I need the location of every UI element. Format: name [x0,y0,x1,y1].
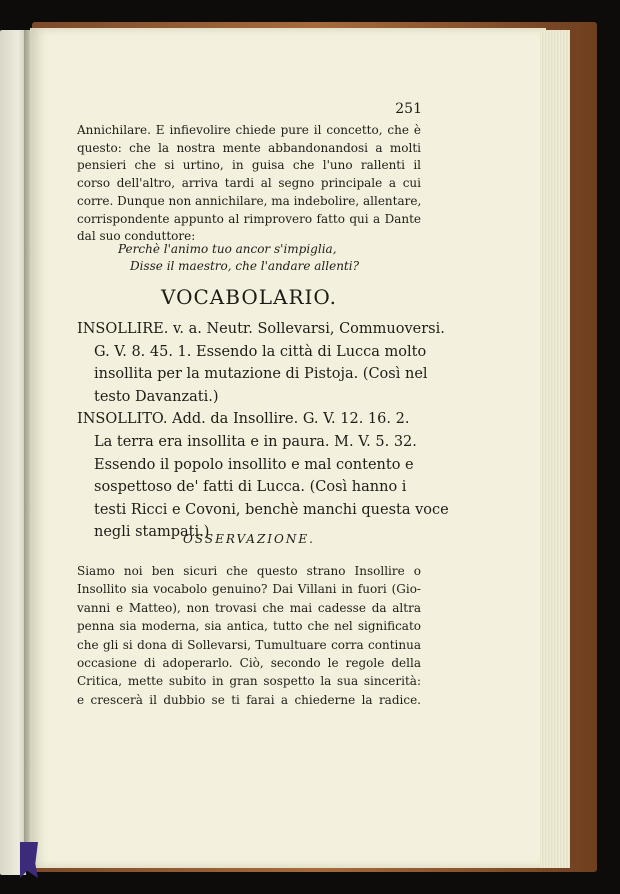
observation-line: vanni e Matteo), non trovasi che mai cadesse da altra [77,600,421,615]
intro-line: corre. Dunque non annichilare, ma indebolire, allentare, [77,193,422,208]
vocabulary-entries [77,318,449,544]
observation-line: Siamo noi ben sicuri che questo strano Insollire o [77,564,421,578]
intro-line: dal suo conduttore: [77,229,196,244]
observation-line: Insollito sia vocabolo genuino? Dai Villani in fuori (Gio- [77,582,421,597]
entry-line: testo Davanzati.) [94,388,219,405]
intro-line: corso dell'altro, arriva tardi al segno principale a cui [77,176,421,191]
entry-line: INSOLLITO. Add. da Insollire. G. V. 12. 16. 2. [77,411,410,428]
intro-line: corrispondente appunto al rimprovero fatto qui a Dante [77,211,421,226]
observation-line: occasione di adoperarlo. Ciò, secondo le regole della [77,656,421,671]
page-stack-edge [540,30,570,868]
intro-paragraph [77,122,421,246]
left-page-edge [0,30,26,875]
observation-heading: OSSERVAZIONE. [183,532,315,546]
intro-line: Annichilare. E infievolire chiede pure il concetto, che è [77,123,421,137]
entry-line: negli stampati.) [94,524,210,541]
intro-line: pensieri che si urtino, in guisa che l'uno rallenti il [77,158,421,173]
observation-paragraph [77,562,421,709]
observation-line: e crescerà il dubbio se ti farai a chiederne la radice. [77,692,421,707]
section-title: VOCABOLARIO. [161,285,337,309]
entry-line: insollita per la mutazione di Pistoja. (Così nel [94,366,428,383]
entry-line: Essendo il popolo insollito e mal contento e [94,456,414,473]
observation-line: Critica, mette subito in gran sospetto la sua sincerità: [77,674,421,689]
entry-line: INSOLLIRE. v. a. Neutr. Sollevarsi, Commuoversi. [77,321,445,337]
bookmark-ribbon [20,842,38,878]
observation-line: penna sia moderna, sia antica, tutto che nel significato [77,619,421,634]
entry-line: testi Ricci e Covoni, benchè manchi questa voce [94,501,449,518]
verse-line: Disse il maestro, che l'andare allenti? [130,259,360,273]
entry-line: sospettoso de' fatti di Lucca. (Così hanno i [94,479,407,496]
observation-line: che gli si dona di Sollevarsi, Tumultuare corra continua [77,637,421,652]
verse-line: Perchè l'animo tuo ancor s'impiglia, [118,242,337,256]
intro-line: questo: che la nostra mente abbandonandosi a molti [77,140,421,155]
page-number: 251 [395,101,422,117]
entry-line: G. V. 8. 45. 1. Essendo la città di Lucca molto [94,343,427,360]
entry-line: La terra era insollita e in paura. M. V. 5. 32. [94,433,417,450]
